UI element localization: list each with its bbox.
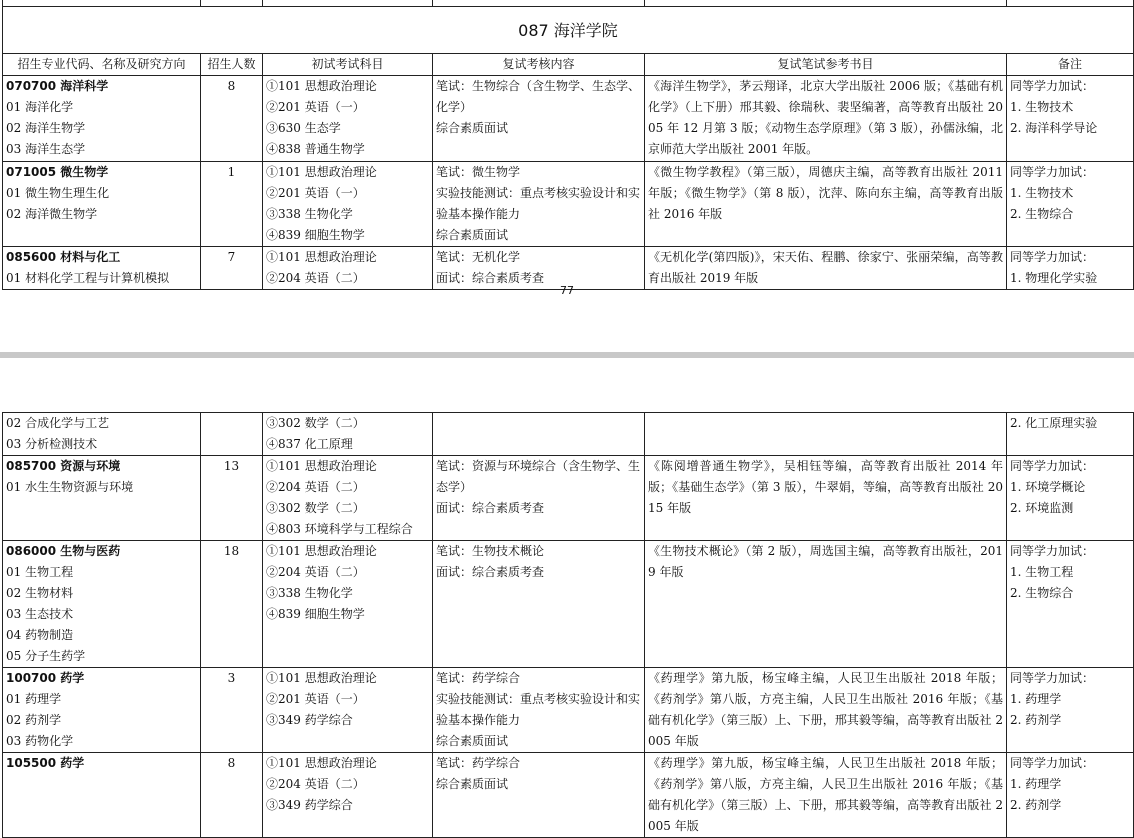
note-item: 同等学力加试： (1010, 671, 1095, 685)
count-cell: 18 (201, 541, 263, 668)
exam-subject: ④837 化工原理 (266, 437, 353, 451)
header-count: 招生人数 (201, 54, 263, 76)
major-cell (3, 413, 201, 456)
research-direction-code: 070700 海洋科学 (6, 79, 109, 93)
exam-subject: ①101 思想政治理论 (266, 544, 377, 558)
retest-cell (433, 668, 645, 753)
document-page-77 (0, 0, 1134, 352)
retest-cell (433, 753, 645, 838)
subjects-cell (263, 753, 433, 838)
research-direction: 05 分子生药学 (6, 649, 86, 663)
exam-subject: ④838 普通生物学 (266, 142, 365, 156)
retest-item: 综合素质面试 (436, 777, 509, 791)
header-retest: 复试考核内容 (433, 54, 645, 76)
table-row (3, 541, 1134, 668)
exam-subject: ②204 英语（二） (266, 480, 365, 494)
notes-cell (1007, 76, 1134, 162)
retest-item: 笔试：药学综合 (436, 756, 521, 770)
header-books: 复试笔试参考书目 (645, 54, 1007, 76)
books-cell (645, 413, 1007, 456)
retest-item: 综合素质面试 (436, 734, 509, 748)
note-item: 2. 生物综合 (1010, 207, 1074, 221)
count-cell: 13 (201, 456, 263, 541)
count-cell: 1 (201, 162, 263, 247)
note-item: 1. 环境学概论 (1010, 480, 1086, 494)
exam-subject: ①101 思想政治理论 (266, 165, 377, 179)
retest-cell (433, 76, 645, 162)
note-item: 1. 药理学 (1010, 692, 1062, 706)
note-item: 同等学力加试： (1010, 165, 1095, 179)
books-cell: 《陈阅增普通生物学》，吴相钰等编，高等教育出版社 2014 年版；《基础生态学》（第 3 版），牛翠娟，等编，高等教育出版社 2015 年版 (645, 456, 1007, 541)
retest-item: 面试：综合素质考查 (436, 565, 545, 579)
subjects-cell (263, 162, 433, 247)
notes-cell (1007, 668, 1134, 753)
note-item: 2. 化工原理实验 (1010, 416, 1098, 430)
header-subjects: 初试考试科目 (263, 54, 433, 76)
exam-subject: ③338 生物化学 (266, 586, 353, 600)
retest-item: 笔试：药学综合 (436, 671, 521, 685)
retest-item: 笔试：微生物学 (436, 165, 521, 179)
note-item: 同等学力加试： (1010, 79, 1095, 93)
exam-subject: ③349 药学综合 (266, 713, 353, 727)
research-direction: 02 生物材料 (6, 586, 74, 600)
exam-subject: ②201 英语（一） (266, 692, 365, 706)
research-direction: 01 药理学 (6, 692, 62, 706)
major-cell (3, 668, 201, 753)
note-item: 1. 物理化学实验 (1010, 271, 1098, 285)
notes-cell (1007, 753, 1134, 838)
retest-item: 实验技能测试：重点考核实验设计和实验基本操作能力 (436, 692, 641, 727)
header-major: 招生专业代码、名称及研究方向 (3, 54, 201, 76)
notes-cell (1007, 413, 1134, 456)
retest-item: 面试：综合素质考查 (436, 271, 545, 285)
subjects-cell (263, 541, 433, 668)
major-cell (3, 76, 201, 162)
table-row (3, 413, 1134, 456)
subjects-cell (263, 668, 433, 753)
books-cell: 《海洋生物学》，茅云翔译，北京大学出版社 2006 版；《基础有机化学》（上下册）邢其毅、徐瑞秋、裴坚编著，高等教育出版社 2005 年 12 月第 3 版；《动物生态学原理》（第 3 版），孙儒泳编，北京师范大学出版社 2001 年版。 (645, 76, 1007, 162)
research-direction: 02 药剂学 (6, 713, 62, 727)
table-row (3, 76, 1134, 162)
table-row (3, 456, 1134, 541)
note-item: 同等学力加试： (1010, 756, 1095, 770)
exam-subject: ②201 英语（一） (266, 186, 365, 200)
note-item: 1. 生物技术 (1010, 100, 1074, 114)
table-row (3, 753, 1134, 838)
research-direction: 03 生态技术 (6, 607, 74, 621)
count-cell: 7 (201, 247, 263, 290)
exam-subject: ③302 数学（二） (266, 416, 365, 430)
count-cell: 3 (201, 668, 263, 753)
note-item: 同等学力加试： (1010, 459, 1095, 473)
subjects-cell (263, 413, 433, 456)
count-cell: 8 (201, 753, 263, 838)
retest-item: 实验技能测试：重点考核实验设计和实验基本操作能力 (436, 186, 641, 221)
note-item: 1. 生物技术 (1010, 186, 1074, 200)
books-cell: 《药理学》第九版，杨宝峰主编，人民卫生出版社 2018 年版；《药剂学》第八版，方亮主编，人民卫生出版社 2016 年版；《基础有机化学》（第三版）上、下册，邢其毅等编，高等教育出版社 2005 年版 (645, 753, 1007, 838)
retest-item: 综合素质面试 (436, 121, 509, 135)
note-item: 2. 环境监测 (1010, 501, 1074, 515)
research-direction-code: 086000 生物与医药 (6, 544, 121, 558)
major-cell (3, 541, 201, 668)
count-cell (201, 413, 263, 456)
admission-table-page-78 (2, 412, 1134, 838)
research-direction-code: 100700 药学 (6, 671, 85, 685)
page-number: 77 (560, 284, 574, 297)
research-direction: 03 分析检测技术 (6, 437, 98, 451)
books-cell: 《药理学》第九版，杨宝峰主编，人民卫生出版社 2018 年版；《药剂学》第八版，方亮主编，人民卫生出版社 2016 年版；《基础有机化学》（第三版）上、下册，邢其毅等编，高等教育出版社 2005 年版 (645, 668, 1007, 753)
exam-subject: ①101 思想政治理论 (266, 79, 377, 93)
exam-subject: ①101 思想政治理论 (266, 459, 377, 473)
exam-subject: ①101 思想政治理论 (266, 250, 377, 264)
research-direction: 02 海洋生物学 (6, 121, 86, 135)
retest-cell (433, 162, 645, 247)
retest-item: 笔试：无机化学 (436, 250, 521, 264)
retest-cell (433, 541, 645, 668)
note-item: 同等学力加试： (1010, 544, 1095, 558)
exam-subject: ③302 数学（二） (266, 501, 365, 515)
note-item: 2. 生物综合 (1010, 586, 1074, 600)
subjects-cell (263, 76, 433, 162)
retest-item: 综合素质面试 (436, 228, 509, 242)
exam-subject: ②201 英语（一） (266, 100, 365, 114)
research-direction: 01 微生物生理生化 (6, 186, 110, 200)
note-item: 2. 海洋科学导论 (1010, 121, 1098, 135)
subjects-cell (263, 456, 433, 541)
research-direction-code: 105500 药学 (6, 756, 85, 770)
research-direction-code: 085600 材料与化工 (6, 250, 121, 264)
exam-subject: ③630 生态学 (266, 121, 341, 135)
research-direction: 01 海洋化学 (6, 100, 74, 114)
research-direction: 01 水生生物资源与环境 (6, 480, 134, 494)
count-cell: 8 (201, 76, 263, 162)
exam-subject: ②204 英语（二） (266, 565, 365, 579)
note-item: 2. 药剂学 (1010, 798, 1062, 812)
major-cell (3, 753, 201, 838)
notes-cell (1007, 541, 1134, 668)
retest-cell (433, 456, 645, 541)
retest-item: 笔试：生物综合（含生物学、生态学、化学） (436, 79, 641, 114)
school-title: 087 海洋学院 (3, 7, 1134, 54)
books-cell: 《微生物学教程》（第三版），周德庆主编，高等教育出版社 2011 年版；《微生物学》（第 8 版），沈萍、陈向东主编，高等教育出版社 2016 年版 (645, 162, 1007, 247)
exam-subject: ②204 英语（二） (266, 777, 365, 791)
notes-cell (1007, 456, 1134, 541)
research-direction: 03 药物化学 (6, 734, 74, 748)
header-notes: 备注 (1007, 54, 1134, 76)
exam-subject: ④803 环境科学与工程综合 (266, 522, 413, 536)
note-item: 1. 生物工程 (1010, 565, 1074, 579)
table-header-row (3, 54, 1134, 76)
research-direction: 03 海洋生态学 (6, 142, 86, 156)
books-cell: 《生物技术概论》（第 2 版），周选国主编，高等教育出版社，2019 年版 (645, 541, 1007, 668)
note-item: 2. 药剂学 (1010, 713, 1062, 727)
exam-subject: ①101 思想政治理论 (266, 756, 377, 770)
research-direction: 02 合成化学与工艺 (6, 416, 110, 430)
document-page-78 (0, 358, 1134, 833)
major-cell (3, 162, 201, 247)
research-direction: 01 材料化学工程与计算机模拟 (6, 271, 170, 285)
exam-subject: ③338 生物化学 (266, 207, 353, 221)
note-item: 同等学力加试： (1010, 250, 1095, 264)
retest-item: 面试：综合素质考查 (436, 501, 545, 515)
exam-subject: ④839 细胞生物学 (266, 607, 365, 621)
notes-cell (1007, 162, 1134, 247)
table-row (3, 162, 1134, 247)
research-direction: 02 海洋微生物学 (6, 207, 98, 221)
books-cell: 《无机化学(第四版)》，宋天佑、程鹏、徐家宁、张丽荣编，高等教育出版社 2019 年版 (645, 247, 1007, 290)
research-direction: 01 生物工程 (6, 565, 74, 579)
research-direction-code: 085700 资源与环境 (6, 459, 121, 473)
retest-item: 笔试：生物技术概论 (436, 544, 545, 558)
research-direction-code: 071005 微生物学 (6, 165, 109, 179)
exam-subject: ④839 细胞生物学 (266, 228, 365, 242)
exam-subject: ②204 英语（二） (266, 271, 365, 285)
exam-subject: ①101 思想政治理论 (266, 671, 377, 685)
retest-cell (433, 413, 645, 456)
research-direction: 04 药物制造 (6, 628, 74, 642)
admission-table-page-77 (2, 0, 1134, 290)
note-item: 1. 药理学 (1010, 777, 1062, 791)
major-cell (3, 456, 201, 541)
exam-subject: ③349 药学综合 (266, 798, 353, 812)
retest-item: 笔试：资源与环境综合（含生物学、生态学） (436, 459, 641, 494)
table-row (3, 668, 1134, 753)
